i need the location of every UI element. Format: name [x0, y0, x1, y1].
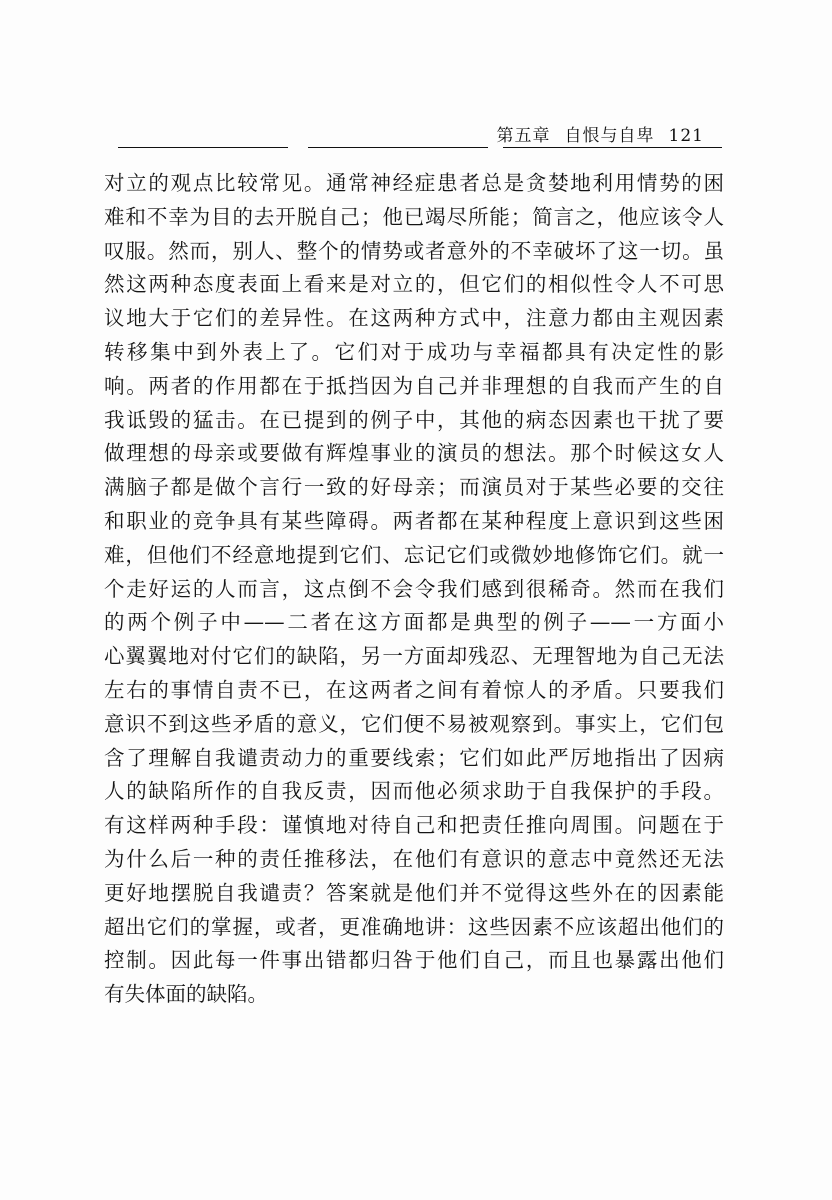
text-line: 我诋毁的猛击。在已提到的例子中，其他的病态因素也干扰了要 — [104, 407, 724, 432]
page-header — [118, 118, 722, 154]
text-line: 意识不到这些矛盾的意义，它们便不易被观察到。事实上，它们包 — [104, 711, 724, 736]
text-line: 有失体面的缺陷。 — [104, 982, 268, 1007]
text-line: 难，但他们不经意地提到它们、忘记它们或微妙地修饰它们。就一 — [104, 542, 724, 567]
text-line: 对立的观点比较常见。通常神经症患者总是贪婪地利用情势的困 — [104, 171, 724, 195]
text-line: 个走好运的人而言，这点倒不会令我们感到很稀奇。然而在我们 — [104, 576, 724, 601]
text-line: 转移集中到外表上了。它们对于成功与幸福都具有决定性的影 — [104, 339, 724, 364]
chapter-label: 第五章 — [496, 126, 551, 146]
body-paragraph — [104, 167, 724, 1012]
running-head — [497, 121, 704, 146]
text-line: 更好地摆脱自我谴责？答案就是他们并不觉得这些外在的因素能 — [104, 880, 724, 905]
text-line: 难和不幸为目的去开脱自己；他已竭尽所能；简言之，他应该令人 — [104, 204, 724, 229]
text-line: 人的缺陷所作的自我反责，因而他必须求助于自我保护的手段。 — [104, 779, 724, 804]
text-line: 叹服。然而，别人、整个的情势或者意外的不幸破坏了这一切。虽 — [104, 238, 724, 263]
text-line: 为什么后一种的责任推移法，在他们有意识的意志中竟然还无法 — [104, 846, 724, 871]
text-line: 然这两种态度表面上看来是对立的，但它们的相似性令人不可思 — [104, 272, 724, 297]
text-line: 做理想的母亲或要做有辉煌事业的演员的想法。那个时候这女人 — [104, 441, 724, 466]
header-rule — [118, 147, 288, 148]
chapter-title: 自恨与自卑 — [564, 126, 655, 146]
text-line: 有这样两种手段：谨慎地对待自己和把责任推向周围。问题在于 — [104, 813, 724, 838]
text-line: 含了理解自我谴责动力的重要线索；它们如此严厉地指出了因病 — [104, 745, 724, 770]
text-line: 议地大于它们的差异性。在这两种方式中，注意力都由主观因素 — [104, 306, 724, 331]
text-line: 的两个例子中——二者在这方面都是典型的例子——一方面小 — [104, 610, 724, 635]
text-line: 响。两者的作用都在于抵挡因为自己并非理想的自我而产生的自 — [104, 373, 724, 398]
text-line: 超出它们的掌握，或者，更准确地讲：这些因素不应该超出他们的 — [104, 914, 724, 939]
text-line: 和职业的竞争具有某些障碍。两者都在某种程度上意识到这些困 — [104, 508, 724, 533]
text-line: 左右的事情自责不已，在这两者之间有着惊人的矛盾。只要我们 — [104, 677, 724, 702]
page-number: 121 — [668, 126, 704, 146]
header-rule — [503, 147, 722, 148]
text-line: 心翼翼地对付它们的缺陷，另一方面却残忍、无理智地为自己无法 — [104, 644, 724, 669]
text-line: 控制。因此每一件事出错都归咎于他们自己，而且也暴露出他们 — [104, 948, 724, 973]
header-rule — [308, 147, 488, 148]
text-line: 满脑子都是做个言行一致的好母亲；而演员对于某些必要的交往 — [104, 475, 724, 500]
